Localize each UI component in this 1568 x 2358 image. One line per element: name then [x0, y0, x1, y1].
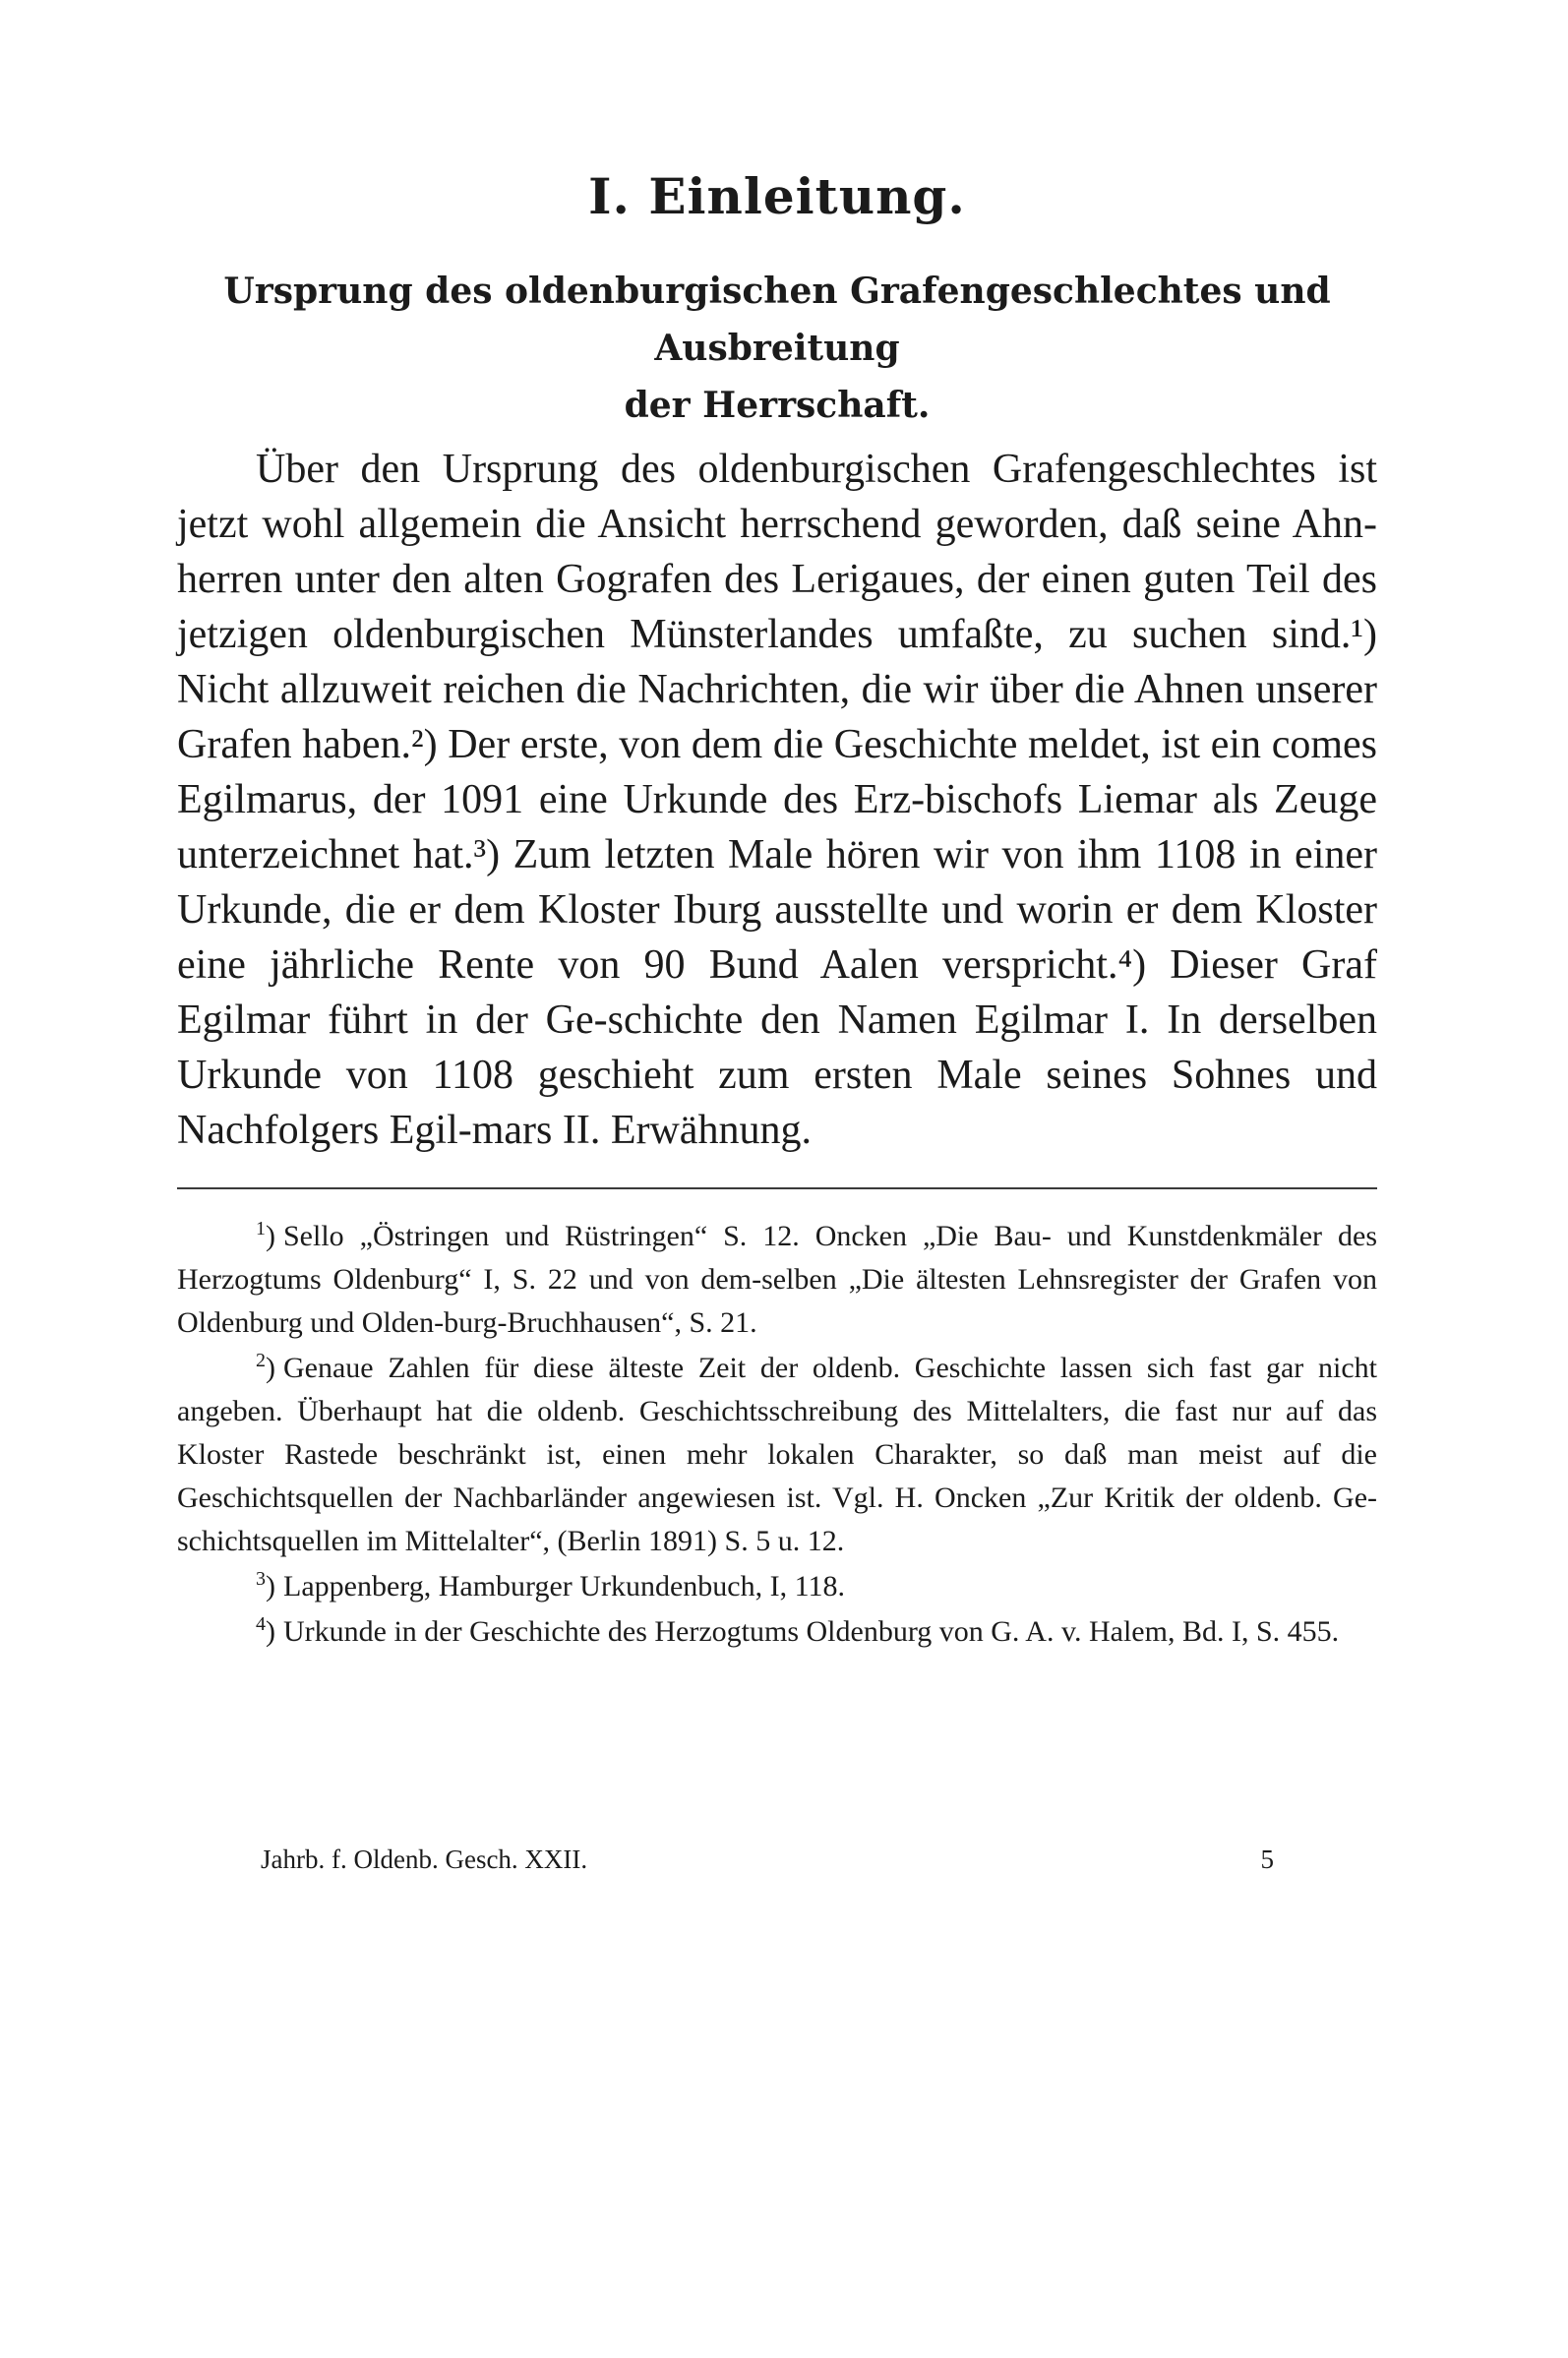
section-heading	[177, 263, 1377, 434]
page-content	[177, 167, 1377, 1656]
signature-mark: Jahrb. f. Oldenb. Gesch. XXII.	[261, 1844, 588, 1874]
footnote-mark: 1	[256, 1218, 266, 1239]
footnote-text: Lappenberg, Hamburger Urkundenbuch, I, 118.	[283, 1570, 845, 1602]
footnote-text: Sello „Östringen und Rüstringen“ S. 12. Oncken „Die Bau- und Kunstdenkmäler des Herzogtums Oldenburg“ I, S. 22 und von dem-selben „Die ältesten Lehnsregister der Grafen von Oldenburg und Olden-burg-Bruchhausen“, S. 21.	[177, 1220, 1377, 1339]
footnote-divider	[177, 1187, 1377, 1189]
page-number: 5	[1260, 1844, 1274, 1874]
footnote-4: $^4$) Urkunde in der Geschichte des Herzogtums Oldenburg von G. A. v. Halem, Bd. I, S. 455.	[256, 1613, 1340, 1648]
footnote-mark: 3	[256, 1568, 266, 1590]
footnote-3: $^3$) Lappenberg, Hamburger Urkundenbuch, I, 118.	[256, 1568, 845, 1602]
section-heading-line-2: der Herrschaft.	[624, 385, 931, 426]
footnote-mark: 2	[256, 1350, 266, 1371]
footnote-2: $^2$) Genaue Zahlen für diese älteste Zeit der oldenb. Geschichte lassen sich fast gar nicht angeben. Überhaupt hat die oldenb. Geschichtsschreibung des Mittelalters, die fast nur auf das Kloster Rastede beschränkt ist, einen mehr lokalen Charakter, so daß man meist auf die Geschichtsquellen der Nachbarländer angewiesen ist. Vgl. H. Oncken „Zur Kritik der oldenb. Ge-schichtsquellen im Mittelalter“, (Berlin 1891) S. 5 u. 12.	[177, 1350, 1377, 1557]
footnotes	[177, 1215, 1377, 1654]
body-paragraph: Über den Ursprung des oldenburgischen Grafengeschlechtes ist jetzt wohl allgemein die Ansicht herrschend geworden, daß seine Ahn-herren unter den alten Gografen des Lerigaues, der einen guten Teil des jetzigen oldenburgischen Münsterlandes umfaßte, zu suchen sind.¹) Nicht allzuweit reichen die Nachrichten, die wir über die Ahnen unserer Grafen haben.²) Der erste, von dem die Geschichte meldet, ist ein comes Egilmarus, der 1091 eine Urkunde des Erz-bischofs Liemar als Zeuge unterzeichnet hat.³) Zum letzten Male hören wir von ihm 1108 in einer Urkunde, die er dem Kloster Iburg ausstellte und worin er dem Kloster eine jährliche Rente von 90 Bund Aalen verspricht.⁴) Dieser Graf Egilmar führt in der Ge-schichte den Namen Egilmar I. In derselben Urkunde von 1108 geschieht zum ersten Male seines Sohnes und Nachfolgers Egil-mars II. Erwähnung.	[177, 447, 1377, 1153]
footnote-text: Genaue Zahlen für diese älteste Zeit der oldenb. Geschichte lassen sich fast gar nicht angeben. Überhaupt hat die oldenb. Geschichtsschreibung des Mittelalters, die fast nur auf das Kloster Rastede beschränkt ist, einen mehr lokalen Charakter, so daß man meist auf die Geschichtsquellen der Nachbarländer angewiesen ist. Vgl. H. Oncken „Zur Kritik der oldenb. Ge-schichtsquellen im Mittelalter“, (Berlin 1891) S. 5 u. 12.	[177, 1352, 1377, 1557]
chapter-title: I. Einleitung.	[588, 167, 966, 225]
footnote-text: Urkunde in der Geschichte des Herzogtums Oldenburg von G. A. v. Halem, Bd. I, S. 455.	[283, 1615, 1340, 1648]
section-heading-line-1: Ursprung des oldenburgischen Grafengeschlechtes und Ausbreitung	[223, 271, 1331, 369]
page-footer	[261, 1844, 1274, 1875]
footnote-mark: 4	[256, 1613, 266, 1635]
footnote-1: $^1$) Sello „Östringen und Rüstringen“ S. 12. Oncken „Die Bau- und Kunstdenkmäler des Herzogtums Oldenburg“ I, S. 22 und von dem-selben „Die ältesten Lehnsregister der Grafen von Oldenburg und Olden-burg-Bruchhausen“, S. 21.	[177, 1218, 1377, 1339]
